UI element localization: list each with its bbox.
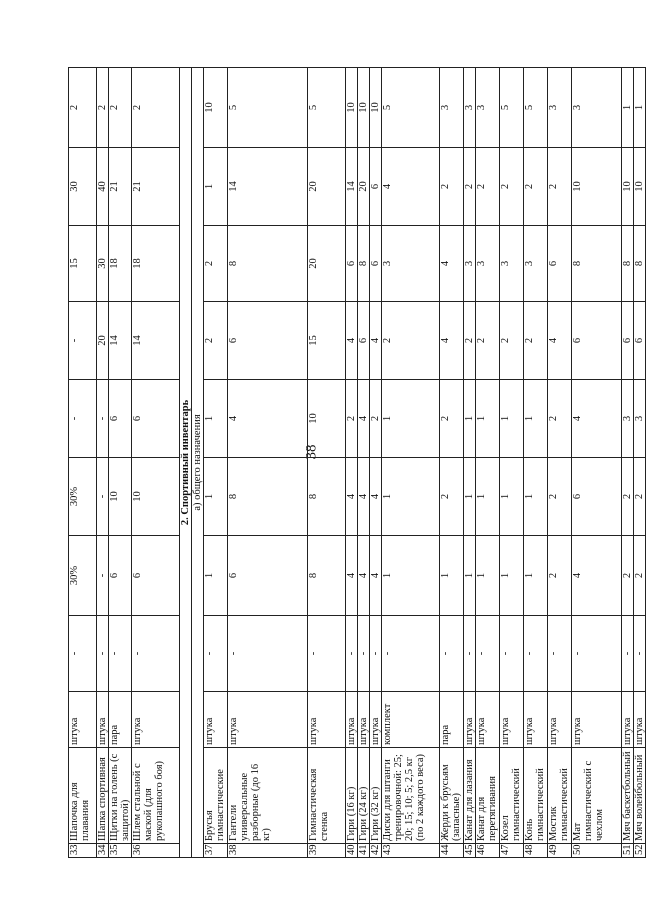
value-cell-7: 14 (228, 148, 308, 226)
unit-cell: штука (464, 692, 476, 748)
value-cell-1: - (572, 616, 622, 692)
table-row (69, 68, 97, 858)
value-cell-4: 10 (308, 380, 346, 458)
value-cell-8: 5 (500, 68, 524, 148)
row-number: 47 (500, 844, 524, 858)
item-name: Гири (32 кг) (370, 748, 382, 844)
value-cell-7: 1 (204, 148, 228, 226)
value-cell-4: 3 (622, 380, 634, 458)
item-name: Мостик гимнастический (548, 748, 572, 844)
value-cell-1: - (308, 616, 346, 692)
value-cell-8: 3 (464, 68, 476, 148)
rotated-table-wrapper (68, 68, 645, 858)
subsection-row-general (192, 68, 204, 858)
value-cell-5: 14 (132, 302, 180, 380)
value-cell-7: 2 (524, 148, 548, 226)
item-name: Гантели универсальные разборные (до 16 кг) (228, 748, 308, 844)
value-cell-4: - (69, 380, 97, 458)
value-cell-1: - (634, 616, 646, 692)
value-cell-4: 2 (346, 380, 358, 458)
value-cell-5: 2 (382, 302, 440, 380)
value-cell-7: 20 (308, 148, 346, 226)
value-cell-8: 2 (97, 68, 109, 148)
value-cell-1: - (464, 616, 476, 692)
unit-cell: штука (132, 692, 180, 748)
value-cell-2: 6 (109, 536, 132, 616)
value-cell-5: 15 (308, 302, 346, 380)
value-cell-2: 4 (370, 536, 382, 616)
value-cell-7: 20 (358, 148, 370, 226)
value-cell-7: 4 (382, 148, 440, 226)
value-cell-6: 8 (634, 226, 646, 302)
value-cell-1: - (476, 616, 500, 692)
row-number: 46 (476, 844, 500, 858)
row-number: 37 (204, 844, 228, 858)
value-cell-2: 2 (634, 536, 646, 616)
value-cell-8: 2 (69, 68, 97, 148)
value-cell-6: 8 (358, 226, 370, 302)
value-cell-2: 2 (622, 536, 634, 616)
value-cell-7: 40 (97, 148, 109, 226)
unit-cell: штука (370, 692, 382, 748)
row-number: 45 (464, 844, 476, 858)
value-cell-4: 1 (204, 380, 228, 458)
value-cell-5: 2 (464, 302, 476, 380)
value-cell-8: 3 (548, 68, 572, 148)
value-cell-6: 3 (382, 226, 440, 302)
unit-cell: штука (346, 692, 358, 748)
row-number: 34 (97, 844, 109, 858)
value-cell-1: - (346, 616, 358, 692)
value-cell-2: 1 (464, 536, 476, 616)
value-cell-3: 8 (308, 458, 346, 536)
unit-cell: штука (69, 692, 97, 748)
value-cell-2: 6 (228, 536, 308, 616)
subsection-title-general: а) общего назначения (192, 68, 204, 858)
value-cell-2: 1 (440, 536, 464, 616)
value-cell-2: - (97, 536, 109, 616)
value-cell-5: 2 (476, 302, 500, 380)
value-cell-8: 2 (132, 68, 180, 148)
item-name: Мяч волейбольный (634, 748, 646, 844)
value-cell-2: 1 (382, 536, 440, 616)
value-cell-3: 10 (109, 458, 132, 536)
table-row (204, 68, 228, 858)
value-cell-6: 6 (370, 226, 382, 302)
item-name: Гимнастическая стенка (308, 748, 346, 844)
value-cell-6: 8 (622, 226, 634, 302)
row-number: 35 (109, 844, 132, 858)
value-cell-5: 6 (358, 302, 370, 380)
value-cell-2: 6 (132, 536, 180, 616)
value-cell-7: 2 (440, 148, 464, 226)
value-cell-6: 3 (500, 226, 524, 302)
value-cell-2: 1 (204, 536, 228, 616)
table-row (500, 68, 524, 858)
value-cell-8: 3 (440, 68, 464, 148)
row-number: 41 (358, 844, 370, 858)
row-number: 40 (346, 844, 358, 858)
unit-cell: штука (548, 692, 572, 748)
value-cell-1: - (228, 616, 308, 692)
unit-cell: штука (500, 692, 524, 748)
value-cell-1: - (132, 616, 180, 692)
table-row (634, 68, 646, 858)
value-cell-3: 30% (69, 458, 97, 536)
value-cell-5: 4 (370, 302, 382, 380)
value-cell-1: - (69, 616, 97, 692)
value-cell-7: 21 (109, 148, 132, 226)
value-cell-5: 2 (524, 302, 548, 380)
equipment-table (68, 67, 646, 858)
section-row-sport (180, 68, 192, 858)
item-name: Жерди к брусьям (запасные) (440, 748, 464, 844)
value-cell-3: 1 (476, 458, 500, 536)
value-cell-4: 6 (109, 380, 132, 458)
value-cell-6: 2 (204, 226, 228, 302)
row-number: 39 (308, 844, 346, 858)
row-number: 33 (69, 844, 97, 858)
value-cell-8: 5 (308, 68, 346, 148)
value-cell-3: 4 (358, 458, 370, 536)
table-row (346, 68, 358, 858)
value-cell-2: 1 (500, 536, 524, 616)
value-cell-4: - (97, 380, 109, 458)
value-cell-6: 3 (524, 226, 548, 302)
value-cell-3: 1 (524, 458, 548, 536)
value-cell-5: 2 (500, 302, 524, 380)
value-cell-5: 4 (346, 302, 358, 380)
value-cell-5: 2 (204, 302, 228, 380)
item-name: Конь гимнастический (524, 748, 548, 844)
table-row (97, 68, 109, 858)
value-cell-2: 4 (346, 536, 358, 616)
value-cell-6: 8 (228, 226, 308, 302)
value-cell-8: 10 (370, 68, 382, 148)
value-cell-1: - (370, 616, 382, 692)
value-cell-8: 10 (204, 68, 228, 148)
value-cell-4: 2 (440, 380, 464, 458)
value-cell-1: - (524, 616, 548, 692)
page-number: 38 (303, 444, 320, 460)
unit-cell: штука (622, 692, 634, 748)
value-cell-2: 1 (476, 536, 500, 616)
value-cell-8: 10 (346, 68, 358, 148)
value-cell-7: 2 (476, 148, 500, 226)
value-cell-1: - (204, 616, 228, 692)
value-cell-7: 14 (346, 148, 358, 226)
value-cell-2: 4 (572, 536, 622, 616)
value-cell-4: 4 (572, 380, 622, 458)
unit-cell: штука (204, 692, 228, 748)
value-cell-8: 3 (476, 68, 500, 148)
value-cell-7: 10 (572, 148, 622, 226)
item-name: Шлем стальной с маской (для рукопашного боя) (132, 748, 180, 844)
value-cell-8: 1 (622, 68, 634, 148)
item-name: Брусья гимнастические (204, 748, 228, 844)
table-row (132, 68, 180, 858)
value-cell-3: 4 (370, 458, 382, 536)
value-cell-7: 10 (622, 148, 634, 226)
value-cell-3: 8 (228, 458, 308, 536)
value-cell-7: 2 (464, 148, 476, 226)
value-cell-4: 6 (132, 380, 180, 458)
unit-cell: штука (476, 692, 500, 748)
value-cell-2: 4 (358, 536, 370, 616)
value-cell-3: 2 (548, 458, 572, 536)
row-number: 43 (382, 844, 440, 858)
value-cell-4: 4 (358, 380, 370, 458)
value-cell-4: 3 (634, 380, 646, 458)
unit-cell: комплект (382, 692, 440, 748)
value-cell-6: 3 (476, 226, 500, 302)
value-cell-2: 8 (308, 536, 346, 616)
value-cell-8: 2 (109, 68, 132, 148)
value-cell-1: - (548, 616, 572, 692)
value-cell-3: 2 (440, 458, 464, 536)
unit-cell: штука (97, 692, 109, 748)
value-cell-7: 2 (548, 148, 572, 226)
value-cell-3: 1 (500, 458, 524, 536)
value-cell-3: 2 (634, 458, 646, 536)
row-number: 49 (548, 844, 572, 858)
value-cell-4: 1 (476, 380, 500, 458)
table-row (572, 68, 622, 858)
value-cell-7: 6 (370, 148, 382, 226)
value-cell-6: 15 (69, 226, 97, 302)
unit-cell: штука (524, 692, 548, 748)
table-row (622, 68, 634, 858)
value-cell-2: 1 (524, 536, 548, 616)
value-cell-1: - (358, 616, 370, 692)
item-name: Гири (24 кг) (358, 748, 370, 844)
value-cell-5: 6 (228, 302, 308, 380)
value-cell-5: 4 (548, 302, 572, 380)
value-cell-1: - (97, 616, 109, 692)
section-title-sport: 2. Спортивный инвентарь (180, 68, 192, 858)
value-cell-7: 10 (634, 148, 646, 226)
row-number: 36 (132, 844, 180, 858)
value-cell-8: 3 (572, 68, 622, 148)
value-cell-6: 18 (132, 226, 180, 302)
item-name: Мяч баскетбольный (622, 748, 634, 844)
item-name: Шапочка для плавания (69, 748, 97, 844)
value-cell-3: 10 (132, 458, 180, 536)
row-number: 51 (622, 844, 634, 858)
value-cell-4: 4 (228, 380, 308, 458)
row-number: 52 (634, 844, 646, 858)
value-cell-3: 1 (382, 458, 440, 536)
table-row (382, 68, 440, 858)
unit-cell: штука (228, 692, 308, 748)
unit-cell: штука (634, 692, 646, 748)
table-row (228, 68, 308, 858)
value-cell-7: 2 (500, 148, 524, 226)
value-cell-5: 20 (97, 302, 109, 380)
value-cell-1: - (440, 616, 464, 692)
item-name: Канат для перетягивания (476, 748, 500, 844)
value-cell-1: - (109, 616, 132, 692)
value-cell-4: 1 (500, 380, 524, 458)
value-cell-3: - (97, 458, 109, 536)
item-name: Козел гимнастический (500, 748, 524, 844)
value-cell-3: 6 (572, 458, 622, 536)
value-cell-8: 5 (228, 68, 308, 148)
item-name: Шапка спортивная (97, 748, 109, 844)
row-number: 50 (572, 844, 622, 858)
value-cell-6: 20 (308, 226, 346, 302)
value-cell-3: 1 (464, 458, 476, 536)
value-cell-8: 10 (358, 68, 370, 148)
value-cell-3: 4 (346, 458, 358, 536)
value-cell-7: 21 (132, 148, 180, 226)
unit-cell: штука (308, 692, 346, 748)
value-cell-6: 6 (346, 226, 358, 302)
row-number: 42 (370, 844, 382, 858)
table-row (524, 68, 548, 858)
value-cell-6: 6 (548, 226, 572, 302)
table-row (440, 68, 464, 858)
value-cell-2: 2 (548, 536, 572, 616)
value-cell-7: 30 (69, 148, 97, 226)
value-cell-5: 6 (634, 302, 646, 380)
table-row (464, 68, 476, 858)
value-cell-8: 1 (634, 68, 646, 148)
value-cell-5: 6 (572, 302, 622, 380)
table-row (358, 68, 370, 858)
unit-cell: пара (109, 692, 132, 748)
item-name: Диски для штанги тренировочной: 25; 20; 15; 10; 5; 2,5 кг (по 2 каждого веса) (382, 748, 440, 844)
value-cell-4: 1 (464, 380, 476, 458)
table-row (476, 68, 500, 858)
row-number: 44 (440, 844, 464, 858)
value-cell-1: - (500, 616, 524, 692)
table-row (308, 68, 346, 858)
item-name: Щитки на голень (с защитой) (109, 748, 132, 844)
value-cell-4: 2 (370, 380, 382, 458)
value-cell-8: 5 (524, 68, 548, 148)
value-cell-4: 1 (382, 380, 440, 458)
value-cell-2: 30% (69, 536, 97, 616)
value-cell-6: 18 (109, 226, 132, 302)
value-cell-6: 3 (464, 226, 476, 302)
value-cell-5: - (69, 302, 97, 380)
item-name: Гири (16 кг) (346, 748, 358, 844)
row-number: 48 (524, 844, 548, 858)
value-cell-6: 4 (440, 226, 464, 302)
value-cell-1: - (382, 616, 440, 692)
value-cell-3: 1 (204, 458, 228, 536)
value-cell-8: 5 (382, 68, 440, 148)
value-cell-3: 2 (622, 458, 634, 536)
value-cell-5: 14 (109, 302, 132, 380)
unit-cell: штука (358, 692, 370, 748)
value-cell-1: - (622, 616, 634, 692)
item-name: Мат гимнастический с чехлом (572, 748, 622, 844)
value-cell-6: 8 (572, 226, 622, 302)
row-number: 38 (228, 844, 308, 858)
value-cell-5: 4 (440, 302, 464, 380)
value-cell-4: 2 (548, 380, 572, 458)
table-row (370, 68, 382, 858)
table-row (109, 68, 132, 858)
value-cell-4: 1 (524, 380, 548, 458)
table-row (548, 68, 572, 858)
item-name: Канат для лазания (464, 748, 476, 844)
value-cell-6: 30 (97, 226, 109, 302)
unit-cell: штука (572, 692, 622, 748)
value-cell-5: 6 (622, 302, 634, 380)
unit-cell: пара (440, 692, 464, 748)
